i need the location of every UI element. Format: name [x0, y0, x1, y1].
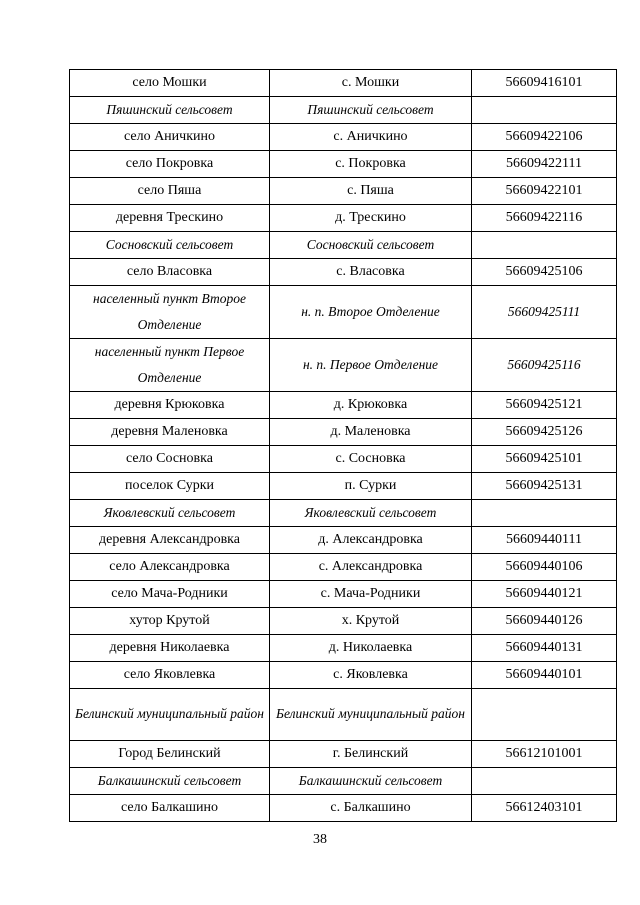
settlement-name-cell: деревня Николаевка — [70, 635, 270, 662]
table-row — [70, 527, 617, 554]
settlement-short-name-cell: Пяшинский сельсовет — [270, 97, 472, 124]
table-row — [70, 259, 617, 286]
oktmo-code-cell — [472, 97, 617, 124]
settlement-name-cell: Сосновский сельсовет — [70, 232, 270, 259]
settlement-name-cell: Город Белинский — [70, 740, 270, 767]
oktmo-code-cell: 56609425106 — [472, 259, 617, 286]
table-row — [70, 70, 617, 97]
oktmo-code-cell: 56609422111 — [472, 151, 617, 178]
settlement-short-name-cell: п. Сурки — [270, 473, 472, 500]
settlement-name-cell: населенный пункт Первое Отделение — [70, 339, 270, 392]
settlement-short-name-cell: Белинский муниципальный район — [270, 689, 472, 741]
oktmo-code-cell: 56609422116 — [472, 205, 617, 232]
group-header-row — [70, 767, 617, 794]
oktmo-code-cell: 56609425111 — [472, 286, 617, 339]
group-header-row — [70, 500, 617, 527]
table-row — [70, 205, 617, 232]
settlement-name-cell: деревня Трескино — [70, 205, 270, 232]
settlement-short-name-cell: д. Трескино — [270, 205, 472, 232]
settlement-short-name-cell: с. Аничкино — [270, 124, 472, 151]
page-number: 38 — [313, 832, 327, 847]
oktmo-code-cell: 56609425121 — [472, 392, 617, 419]
settlement-short-name-cell: с. Яковлевка — [270, 662, 472, 689]
settlement-short-name-cell: с. Пяша — [270, 178, 472, 205]
settlement-name-cell: Яковлевский сельсовет — [70, 500, 270, 527]
oktmo-code-cell: 56609440126 — [472, 608, 617, 635]
settlement-name-cell: село Пяша — [70, 178, 270, 205]
table-row — [70, 339, 617, 392]
oktmo-code-cell: 56609440101 — [472, 662, 617, 689]
settlement-name-cell: деревня Маленовка — [70, 419, 270, 446]
table-row — [70, 581, 617, 608]
settlement-short-name-cell: Яковлевский сельсовет — [270, 500, 472, 527]
oktmo-code-cell — [472, 689, 617, 741]
table-row — [70, 662, 617, 689]
settlement-name-cell: село Яковлевка — [70, 662, 270, 689]
settlement-name-cell: село Сосновка — [70, 446, 270, 473]
settlement-name-cell: деревня Александровка — [70, 527, 270, 554]
oktmo-code-cell: 56609440106 — [472, 554, 617, 581]
oktmo-code-cell: 56609416101 — [472, 70, 617, 97]
settlement-short-name-cell: г. Белинский — [270, 740, 472, 767]
table-row — [70, 446, 617, 473]
settlement-short-name-cell: с. Власовка — [270, 259, 472, 286]
settlement-name-cell: село Мошки — [70, 70, 270, 97]
table-row — [70, 608, 617, 635]
table-row — [70, 635, 617, 662]
table-row — [70, 740, 617, 767]
oktmo-code-cell: 56609440121 — [472, 581, 617, 608]
settlement-name-cell: Пяшинский сельсовет — [70, 97, 270, 124]
oktmo-code-cell: 56609440131 — [472, 635, 617, 662]
settlement-name-cell: село Власовка — [70, 259, 270, 286]
group-header-row — [70, 232, 617, 259]
table-row — [70, 124, 617, 151]
oktmo-code-cell: 56612403101 — [472, 794, 617, 821]
oktmo-code-cell: 56609425126 — [472, 419, 617, 446]
settlement-name-cell: село Мача-Родники — [70, 581, 270, 608]
settlement-short-name-cell: с. Сосновка — [270, 446, 472, 473]
oktmo-code-cell — [472, 232, 617, 259]
table-row — [70, 794, 617, 821]
table-row — [70, 419, 617, 446]
settlement-name-cell: село Александровка — [70, 554, 270, 581]
settlements-table — [69, 69, 617, 822]
settlement-name-cell: населенный пункт Второе Отделение — [70, 286, 270, 339]
settlement-short-name-cell: д. Маленовка — [270, 419, 472, 446]
table-row — [70, 392, 617, 419]
group-header-row — [70, 689, 617, 741]
oktmo-code-cell: 56609425131 — [472, 473, 617, 500]
oktmo-code-cell — [472, 767, 617, 794]
table-row — [70, 178, 617, 205]
oktmo-code-cell: 56612101001 — [472, 740, 617, 767]
settlement-short-name-cell: Сосновский сельсовет — [270, 232, 472, 259]
settlement-short-name-cell: Балкашинский сельсовет — [270, 767, 472, 794]
table-row — [70, 286, 617, 339]
settlement-short-name-cell: х. Крутой — [270, 608, 472, 635]
settlement-name-cell: село Покровка — [70, 151, 270, 178]
table-body — [70, 70, 617, 822]
oktmo-code-cell: 56609425101 — [472, 446, 617, 473]
settlement-name-cell: деревня Крюковка — [70, 392, 270, 419]
settlement-name-cell: село Балкашино — [70, 794, 270, 821]
settlement-short-name-cell: д. Крюковка — [270, 392, 472, 419]
group-header-row — [70, 97, 617, 124]
settlement-short-name-cell: д. Николаевка — [270, 635, 472, 662]
oktmo-code-cell: 56609422101 — [472, 178, 617, 205]
oktmo-code-cell — [472, 500, 617, 527]
oktmo-code-cell: 56609422106 — [472, 124, 617, 151]
settlement-short-name-cell: с. Балкашино — [270, 794, 472, 821]
settlement-short-name-cell: с. Покровка — [270, 151, 472, 178]
table-row — [70, 473, 617, 500]
settlement-name-cell: Белинский муниципальный район — [70, 689, 270, 741]
oktmo-code-cell: 56609440111 — [472, 527, 617, 554]
settlement-short-name-cell: н. п. Второе Отделение — [270, 286, 472, 339]
settlement-name-cell: хутор Крутой — [70, 608, 270, 635]
settlement-short-name-cell: с. Мошки — [270, 70, 472, 97]
settlement-short-name-cell: с. Мача-Родники — [270, 581, 472, 608]
settlement-name-cell: Балкашинский сельсовет — [70, 767, 270, 794]
table-row — [70, 554, 617, 581]
settlement-name-cell: село Аничкино — [70, 124, 270, 151]
settlement-short-name-cell: н. п. Первое Отделение — [270, 339, 472, 392]
settlement-short-name-cell: д. Александровка — [270, 527, 472, 554]
settlement-short-name-cell: с. Александровка — [270, 554, 472, 581]
settlement-name-cell: поселок Сурки — [70, 473, 270, 500]
table-row — [70, 151, 617, 178]
oktmo-code-cell: 56609425116 — [472, 339, 617, 392]
